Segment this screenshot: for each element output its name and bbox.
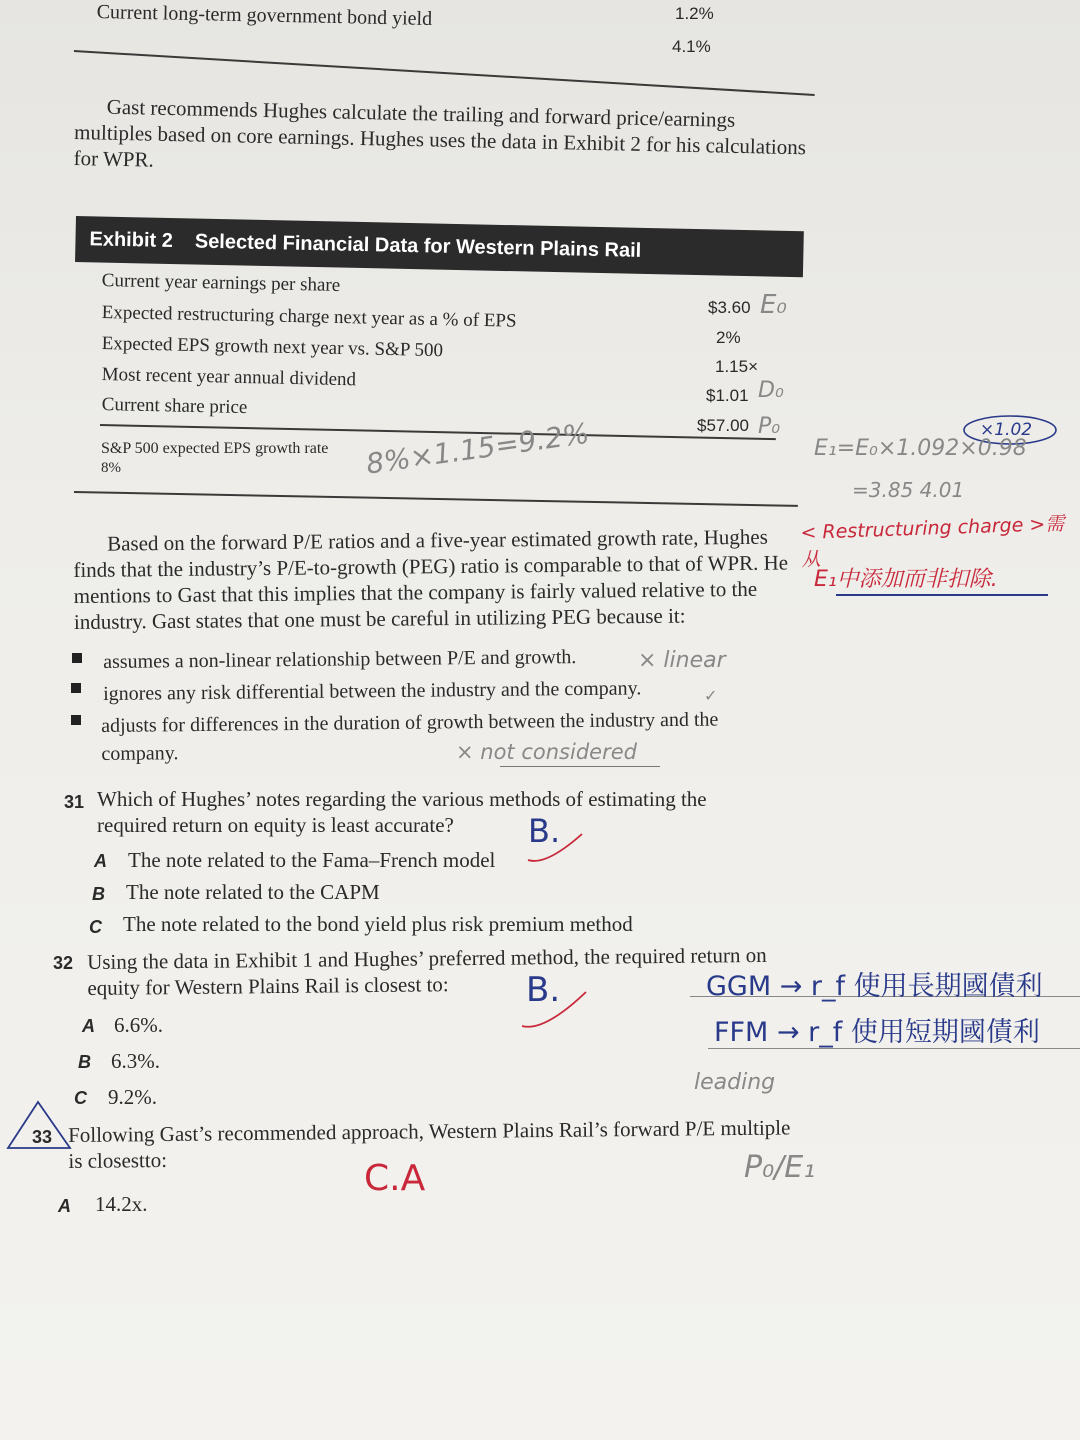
option-text: The note related to the bond yield plus risk premium method xyxy=(123,912,633,936)
sp500-growth-value: 8% xyxy=(101,460,121,476)
exhibit-header xyxy=(75,216,804,277)
exhibit-row-value: $1.01 xyxy=(706,386,749,405)
bullet-item: adjusts for differences in the duration of growth between the industry and the company. xyxy=(101,708,719,765)
handwritten-divider xyxy=(708,1048,1080,1049)
handwritten-linear: × linear xyxy=(638,648,726,673)
bond-yield-label: Current long-term government bond yield xyxy=(96,0,433,31)
handwritten-ggm-note: GGM → r_f 使用長期國債利 xyxy=(706,971,1043,1002)
option-text: 6.6%. xyxy=(114,1013,163,1037)
bond-yield-value-b: 4.1% xyxy=(672,37,711,56)
bullet-marker xyxy=(71,683,81,693)
handwritten-pe: P₀/E₁ xyxy=(744,1150,816,1185)
handwritten-e1-result: =3.85 4.01 xyxy=(852,478,965,502)
sp500-growth-label: S&P 500 expected EPS growth rate xyxy=(101,440,329,457)
option-letter: B xyxy=(78,1052,91,1072)
question-number: 32 xyxy=(53,953,74,973)
exhibit-row-label: Most recent year annual dividend xyxy=(101,364,357,391)
option-letter: A xyxy=(58,1196,71,1216)
bullet-item: ignores any risk differential between the industry and the company. xyxy=(103,677,642,705)
option-letter: C xyxy=(74,1088,87,1108)
option-text: 9.2%. xyxy=(108,1085,157,1109)
option-text: The note related to the CAPM xyxy=(126,880,380,904)
handwritten-check: ✓ xyxy=(704,686,718,705)
exhibit-row-value: $3.60 xyxy=(708,298,751,317)
exhibit-title: Selected Financial Data for Western Plains Rail xyxy=(194,229,642,262)
exhibit-label: Exhibit 2 xyxy=(89,227,174,252)
handwritten-factor: ×1.02 xyxy=(980,420,1033,440)
handwritten-restructuring-note2: E₁中添加而非扣除. xyxy=(814,567,998,592)
option-text: 6.3%. xyxy=(111,1049,160,1073)
question-number: 33 xyxy=(32,1127,53,1147)
exhibit-row-value: 2% xyxy=(716,328,741,347)
answer-32-tick xyxy=(520,986,590,1034)
handwritten-p0: P₀ xyxy=(758,414,781,439)
option-letter: C xyxy=(89,917,102,937)
exhibit-bottom-rule xyxy=(74,491,798,507)
handwritten-underline xyxy=(836,594,1048,596)
intro-paragraph: Gast recommends Hughes calculate the trailing and forward price/earnings multiples based on core earnings. Hughes uses the data in Exhibit 2 for his calculations for WPR. xyxy=(73,94,807,172)
bullet-marker xyxy=(72,653,82,663)
exhibit-row-label: Expected restructuring charge next year as a % of EPS xyxy=(101,302,517,332)
exhibit-row-label: Current year earnings per share xyxy=(101,270,341,296)
question-stem: Which of Hughes’ notes regarding the various methods of estimating the required return on equity is least accurate? xyxy=(97,787,707,837)
question-number: 31 xyxy=(64,792,85,812)
handwritten-e0: E₀ xyxy=(760,290,787,320)
option-letter: A xyxy=(82,1016,95,1036)
handwritten-growth-calc: 8%×1.15=9.2% xyxy=(364,416,592,481)
option-text: 14.2x. xyxy=(95,1192,148,1216)
peg-paragraph: Based on the forward P/E ratios and a five-year estimated growth rate, Hughes finds that the industry’s P/E-to-growth (PEG) ratio is comparable to that of WPR. He mentions to Gast that this implies that the company is fairly valued relative to the industry. Gast states that one must be careful in utilizing PEG because it: xyxy=(73,524,789,634)
handwritten-leading: leading xyxy=(694,1070,776,1095)
question-stem: Using the data in Exhibit 1 and Hughes’ preferred method, the required return on equity for Western Plains Rail is closest to: xyxy=(87,942,767,1000)
bullet-marker xyxy=(71,715,81,725)
handwritten-ffm-note: FFM → r_f 使用短期國債利 xyxy=(714,1017,1040,1048)
handwritten-not-considered: × not considered xyxy=(456,740,637,764)
exhibit-row-value: 1.15× xyxy=(715,357,759,376)
question-stem: Following Gast’s recommended approach, Western Plains Rail’s forward P/E multiple is closestto: xyxy=(68,1115,791,1173)
answer-31-tick xyxy=(526,828,586,868)
exhibit-row-label: Current share price xyxy=(101,394,248,419)
handwritten-restructuring-note: < Restructuring charge >需从 xyxy=(800,512,1065,571)
handwritten-d0: D₀ xyxy=(758,378,784,403)
handwritten-answer-32: B. xyxy=(526,970,561,1010)
handwritten-answer-31: B. xyxy=(528,812,561,850)
handwritten-answer-33: C.A xyxy=(364,1158,426,1199)
handwritten-underline xyxy=(500,766,660,767)
exhibit-row-value: $57.00 xyxy=(697,416,749,435)
handwritten-e1-calc: E₁=E₀×1.092×0.98 xyxy=(814,436,1027,461)
option-text: The note related to the Fama–French model xyxy=(128,848,496,872)
exhibit-row-label: Expected EPS growth next year vs. S&P 500 xyxy=(101,333,444,362)
bond-yield-value-a: 1.2% xyxy=(675,4,714,23)
triangle-mark-icon xyxy=(4,1098,74,1152)
bullet-item: assumes a non-linear relationship between P/E and growth. xyxy=(103,646,577,673)
option-letter: B xyxy=(92,884,105,904)
option-letter: A xyxy=(94,851,107,871)
